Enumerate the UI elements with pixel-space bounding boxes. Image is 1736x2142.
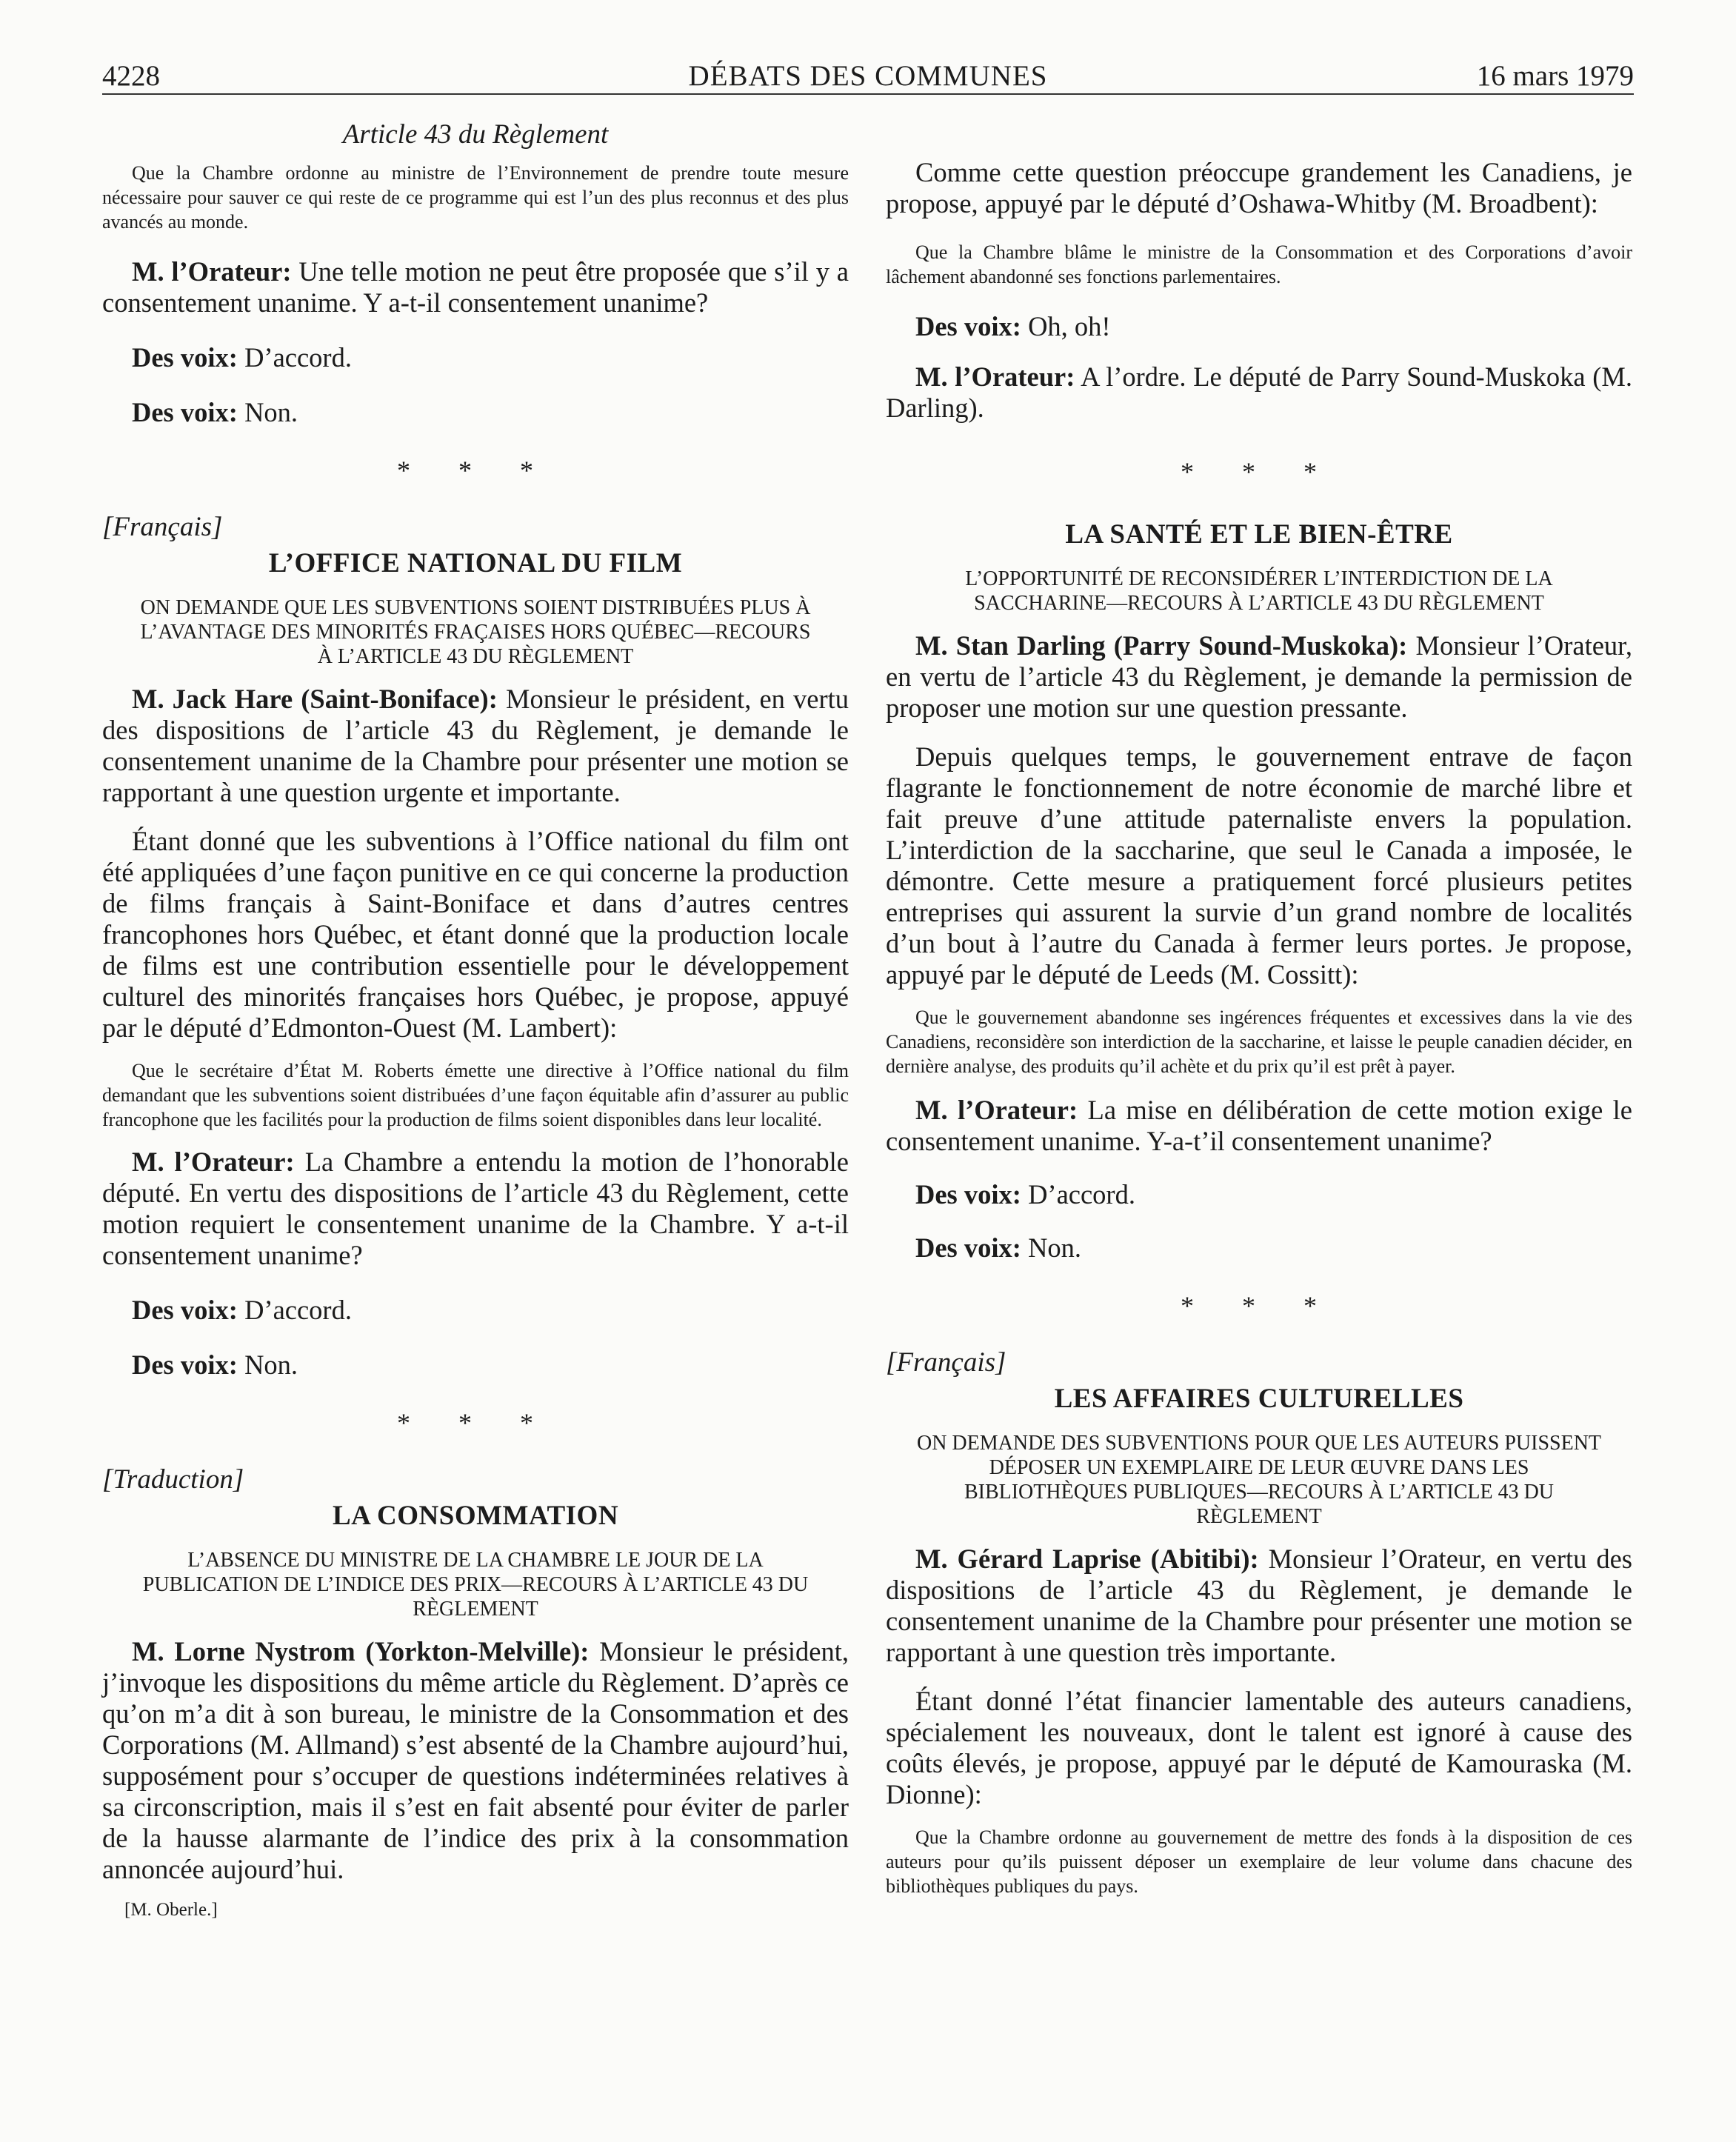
speech-text: La Chambre a entendu la motion de l’honorable député. En vertu des dispositions de l’article 43 du Règlement, cette motion requiert le consentement unanime de la Chambre. Y a-t-il consentement unanime? [102, 1147, 849, 1270]
speech-nystrom-continued: Comme cette question préoccupe grandement les Canadiens, je propose, appuyé par le député d’Oshawa-Whitby (M. Broadbent): [886, 157, 1632, 218]
voices-label: Des voix: [132, 342, 238, 373]
voices-label: Des voix: [132, 1349, 238, 1380]
motion-onf: Que le secrétaire d’État M. Roberts émette une directive à l’Office national du film demandant que les subventions soient distribuées d’une façon équitable afin d’assurer au public francophone que les facilités pour la production de films soient disponibles dans leur localité. [102, 1060, 849, 1130]
speech-orateur [886, 1095, 1632, 1157]
speech-text: La mise en délibération de cette motion exige le consentement unanime. Y-a-t’il consentement unanime? [886, 1095, 1633, 1156]
motion-blame: Que la Chambre blâme le ministre de la Consommation et des Corporations d’avoir lâchement abandonné ses fonctions parlementaires. [886, 241, 1632, 287]
speaker-name: M. l’Orateur: [132, 1147, 295, 1177]
speech-laprise [886, 1544, 1632, 1668]
voices-label: Des voix: [132, 397, 238, 427]
section-subtitle-consommation: L’ABSENCE DU MINISTRE DE LA CHAMBRE LE JOUR DE LA PUBLICATION DE L’INDICE DES PRIX—RECOURS À L’ARTICLE 43 DU RÈGLEMENT [142, 1549, 809, 1621]
speech-laprise-continued: Étant donné l’état financier lamentable des auteurs canadiens, spécialement les nouveaux, dont le talent est ignoré à cause des coûts élevés, je propose, appuyé par le député de Kamouraska (M. Dionne): [886, 1686, 1632, 1809]
voices-line [102, 342, 849, 373]
section-subtitle-sante: L’OPPORTUNITÉ DE RECONSIDÉRER L’INTERDICTION DE LA SACCHARINE—RECOURS À L’ARTICLE 43 DU RÈGLEMENT [965, 567, 1553, 615]
speaker-signature: [M. Oberle.] [124, 1900, 218, 1920]
voices-text: Non. [244, 397, 298, 427]
motion-auteurs: Que la Chambre ordonne au gouvernement de mettre des fonds à la disposition de ces auteurs pour qu’ils puissent déposer un exemplaire de leur volume dans chacune des bibliothèques publiques du pays. [886, 1826, 1632, 1897]
page-header [102, 55, 1634, 95]
page-number: 4228 [102, 60, 160, 92]
voices-label: Des voix: [915, 1232, 1021, 1263]
speaker-name: M. Gérard Laprise (Abitibi): [915, 1544, 1259, 1574]
voices-text: Non. [1028, 1232, 1082, 1263]
speech-orateur [102, 1147, 849, 1271]
speaker-name: M. Jack Hare (Saint-Boniface): [132, 684, 498, 714]
language-tag: [Français] [102, 512, 223, 542]
voices-text: Oh, oh! [1028, 311, 1111, 341]
voices-line [886, 311, 1632, 342]
section-separator: * * * [397, 1408, 554, 1438]
speech-text: Monsieur l’Orateur, en vertu de l’article 43 du Règlement, je demande la permission de proposer une motion sur une question pressante. [886, 630, 1632, 723]
section-separator: * * * [397, 456, 554, 485]
speech-text: Une telle motion ne peut être proposée que s’il y a consentement unanime. Y a-t-il consentement unanime? [102, 256, 849, 318]
voices-line [102, 1349, 849, 1381]
section-title-culture: LES AFFAIRES CULTURELLES [1054, 1384, 1464, 1414]
section-subtitle-onf: ON DEMANDE QUE LES SUBVENTIONS SOIENT DISTRIBUÉES PLUS À L’AVANTAGE DES MINORITÉS FRAÇAISES HORS QUÉBEC—RECOURS À L’ARTICLE 43 DU RÈGLEMENT [140, 596, 811, 668]
speech-text: Monsieur le président, j’invoque les dispositions du même article du Règlement. D’après ce qu’on m’a dit à son bureau, le ministre de la Consommation et des Corporations (M. Allmand) s’est absenté de la Chambre aujourd’hui, supposément pour s’occuper de questions indéterminées relatives à sa circonscription, mais il s’est en fait absenté pour éviter de parler de la hausse alarmante de l’indice des prix à la consommation annoncée aujourd’hui. [102, 1636, 849, 1884]
speaker-name: M. Lorne Nystrom (Yorkton-Melville): [132, 1636, 590, 1666]
left-column [102, 119, 849, 1921]
voices-line [886, 1179, 1632, 1210]
language-tag: [Traduction] [102, 1464, 244, 1495]
journal-title: DÉBATS DES COMMUNES [688, 60, 1048, 92]
voices-line [102, 397, 849, 428]
section-separator: * * * [1181, 457, 1338, 487]
speech-hare-continued: Étant donné que les subventions à l’Office national du film ont été appliquées d’une façon punitive en ce qui concerne la production de films français à Saint-Boniface et dans d’autres centres francophones hors Québec, et étant donné que la production locale de films est une contribution essentielle pour le développement culturel des minorités françaises hors Québec, je propose, appuyé par le député d’Edmonton-Ouest (M. Lambert): [102, 826, 849, 1043]
voices-text: D’accord. [244, 342, 352, 373]
voices-label: Des voix: [915, 311, 1021, 341]
voices-text: D’accord. [244, 1295, 352, 1325]
speech-darling [886, 630, 1632, 724]
rubric-article-43: Article 43 du Règlement [342, 119, 609, 150]
section-title-sante: LA SANTÉ ET LE BIEN-ÊTRE [1065, 519, 1453, 550]
language-tag: [Français] [886, 1347, 1006, 1378]
speech-orateur [102, 256, 849, 318]
speaker-name: M. l’Orateur: [132, 256, 292, 287]
section-subtitle-culture: ON DEMANDE DES SUBVENTIONS POUR QUE LES AUTEURS PUISSENT DÉPOSER UN EXEMPLAIRE DE LEUR ŒUVRE DANS LES BIBLIOTHÈQUES PUBLIQUES—RECOURS À L’ARTICLE 43 DU RÈGLEMENT [916, 1432, 1602, 1528]
speech-text: A l’ordre. Le député de Parry Sound-Muskoka (M. Darling). [886, 361, 1632, 423]
speech-hare [102, 684, 849, 808]
speech-text: Monsieur le président, en vertu des dispositions de l’article 43 du Règlement, je demande le consentement unanime de la Chambre pour présenter une motion se rapportant à une question urgente et importante. [102, 684, 849, 807]
voices-text: D’accord. [1028, 1179, 1135, 1210]
section-title-onf: L’OFFICE NATIONAL DU FILM [268, 548, 683, 578]
speech-orateur [886, 361, 1632, 424]
speech-nystrom [102, 1636, 849, 1885]
section-separator: * * * [1181, 1291, 1338, 1321]
speaker-name: M. Stan Darling (Parry Sound-Muskoka): [915, 630, 1408, 661]
voices-label: Des voix: [915, 1179, 1021, 1210]
voices-label: Des voix: [132, 1295, 238, 1325]
section-title-consommation: LA CONSOMMATION [332, 1501, 619, 1531]
speech-text: Monsieur l’Orateur, en vertu des dispositions de l’article 43 du Règlement, je demande le consentement unanime de la Chambre pour présenter une motion se rapportant à une question très importante. [886, 1544, 1632, 1667]
voices-text: Non. [244, 1349, 298, 1380]
right-column [886, 157, 1632, 1898]
speech-darling-continued: Depuis quelques temps, le gouvernement entrave de façon flagrante le fonctionnement de notre économie de marché libre et fait preuve d’une attitude paternaliste envers la population. L’interdiction de la saccharine, que seul le Canada a imposée, le démontre. Cette mesure a pratiquement forcé plusieurs petites entreprises qui assurent la survie d’un grand nombre de localités d’un bout à l’autre du Canada à fermer leurs portes. Je propose, appuyé par le député de Leeds (M. Cossitt): [886, 741, 1632, 990]
speaker-name: M. l’Orateur: [915, 361, 1075, 392]
motion-saccharine: Que le gouvernement abandonne ses ingérences fréquentes et excessives dans la vie des Canadiens, reconsidère son interdiction de la saccharine, et laisse le peuple canadien décider, en dernière analyse, des produits qu’il achète et du prix qu’il est prêt à payer. [886, 1007, 1632, 1077]
speaker-name: M. l’Orateur: [915, 1095, 1078, 1125]
voices-line [102, 1295, 849, 1326]
issue-date: 16 mars 1979 [1476, 60, 1634, 92]
voices-line [886, 1232, 1632, 1264]
motion-environnement: Que la Chambre ordonne au ministre de l’Environnement de prendre toute mesure nécessaire pour sauver ce qui reste de ce programme qui est l’un des plus reconnus et des plus avancés au monde. [102, 162, 849, 233]
